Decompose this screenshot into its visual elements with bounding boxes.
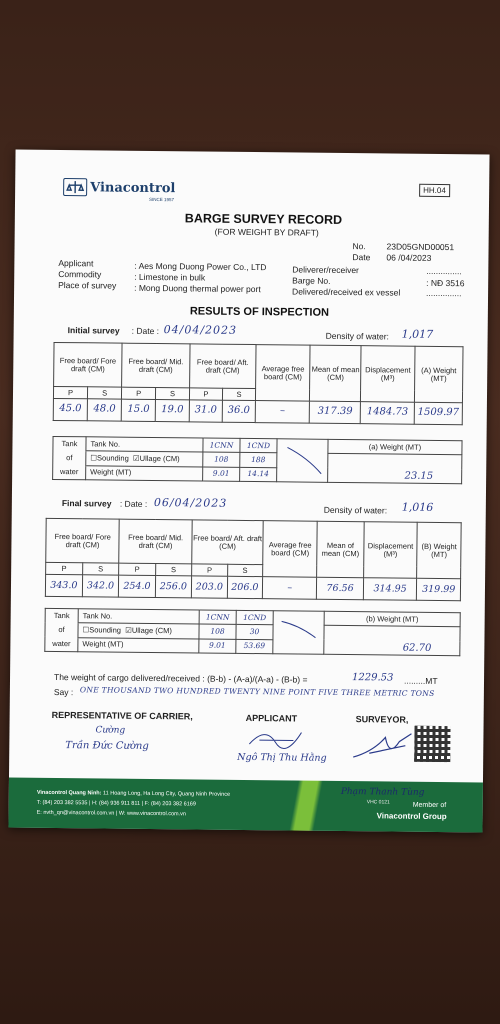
of-label: of (45, 622, 78, 637)
tank-cross-cell (277, 439, 328, 482)
applicant-sign-label: APPLICANT (245, 712, 298, 724)
initial-date: 04/04/2023 (163, 323, 238, 337)
initial-survey-label: Initial survey (67, 325, 120, 336)
value-cell: 36.0 (222, 400, 255, 422)
sounding-label: Sounding (97, 453, 129, 463)
ps-cell: S (82, 563, 119, 575)
value-cell: 45.0 (53, 398, 87, 420)
ullage-label: Ullage (CM) (139, 453, 180, 464)
value-cell: 254.0 (119, 575, 156, 597)
date-value: 06 /04/2023 (386, 252, 432, 263)
ps-cell: P (53, 386, 87, 398)
initial-density-label: Density of water: (325, 330, 389, 342)
final-date-label: : Date : (119, 498, 148, 509)
value-cell: 319.99 (417, 578, 461, 600)
say-label: Say : (53, 686, 74, 698)
delivered-value: ............... (426, 287, 462, 299)
page-subtitle: (FOR WEIGHT BY DRAFT) (214, 226, 319, 238)
ps-cell: P (46, 562, 83, 574)
surveyor-signature-icon (349, 727, 415, 764)
member-label: Member of (412, 801, 447, 810)
tank-col2: 1CND (236, 610, 273, 624)
initial-draft-table (53, 342, 464, 425)
weight-value: 9.01 (199, 639, 236, 653)
weight-label: Weight (MT) (86, 466, 203, 481)
header-displacement: Displacement (M³) (363, 522, 417, 579)
applicant-value: : Aes Mong Duong Power Co., LTD (134, 260, 267, 273)
value-cell: 31.0 (189, 400, 222, 422)
applicant-name: Ngô Thị Thu Hằng (237, 751, 327, 764)
value-cell: 343.0 (45, 574, 82, 596)
final-survey-label: Final survey (61, 498, 112, 509)
final-density: 1,016 (401, 500, 434, 514)
header-mean: Mean of mean (CM) (317, 521, 364, 577)
applicant-label: Applicant (58, 257, 94, 269)
header-weight: (B) Weight (MT) (417, 522, 461, 578)
final-date: 06/04/2023 (153, 496, 228, 510)
header-mid-draft: Free board/ Mid. draft (CM) (119, 519, 192, 564)
ps-cell: P (119, 563, 155, 575)
tank-result-label: (a) Weight (MT) (328, 439, 462, 454)
initial-tank-table (52, 436, 462, 484)
initial-date-label: : Date : (131, 325, 160, 337)
ullage-value: 188 (240, 452, 277, 467)
barge-label: Barge No. (292, 275, 331, 286)
sounding-ullage (78, 623, 199, 639)
carrier-name: Trần Đức Cường (65, 740, 149, 752)
footer-web: E: nvth_qn@vinacontrol.com.vn | W: www.vinacontrol.com.vn (36, 809, 187, 818)
value-cell: 76.56 (317, 577, 364, 599)
say-value: ONE THOUSAND TWO HUNDRED TWENTY NINE POINT FIVE THREE METRIC TONS (79, 685, 435, 698)
vinacontrol-logo-icon (63, 178, 87, 196)
delivered-label: Delivered/received ex vessel (292, 286, 401, 298)
form-code: HH.04 (419, 184, 450, 197)
commodity-label: Commodity (58, 268, 102, 280)
ps-cell: S (227, 564, 263, 576)
ps-cell: S (156, 388, 190, 400)
water-label: water (53, 465, 86, 479)
header-average: Average free board (CM) (263, 521, 318, 578)
ullage-checkbox: ☑ (132, 453, 140, 463)
value-cell: 19.0 (155, 400, 189, 422)
value-cell: 203.0 (191, 576, 227, 598)
weight-value: 14.14 (240, 467, 277, 481)
applicant-signature-icon (245, 724, 305, 751)
value-cell: 256.0 (155, 576, 192, 598)
tank-result-value: 62.70 (324, 625, 460, 655)
tank-no-label: Tank No. (86, 437, 203, 452)
value-cell: – (263, 577, 317, 600)
final-density-label: Density of water: (323, 504, 388, 516)
carrier-label: REPRESENTATIVE OF CARRIER, (51, 709, 193, 722)
tank-result-value: 23.15 (328, 453, 462, 483)
place-label: Place of survey (58, 279, 117, 291)
deliverer-value: ............... (426, 265, 462, 277)
surveyor-label: SURVEYOR, (355, 714, 409, 725)
weight-label: Weight (MT) (78, 638, 199, 653)
survey-document (8, 150, 489, 833)
carrier-signature: Cường (95, 725, 126, 736)
footer-address-text: 11 Hoang Long, Ha Long City, Quang Ninh Province (101, 790, 231, 798)
ullage-value: 108 (203, 452, 240, 467)
weight-value: 53.69 (236, 639, 273, 653)
tank-cross-cell (273, 611, 324, 654)
final-draft-table (45, 518, 462, 601)
header-aft-draft: Free board/ Aft. draft (CM) (192, 520, 264, 565)
ullage-value: 30 (236, 624, 273, 639)
ps-cell: S (88, 387, 122, 399)
barge-value: : NĐ 3516 (426, 277, 465, 289)
ps-cell: S (222, 388, 255, 400)
value-cell: 15.0 (121, 399, 155, 421)
value-cell: 1509.97 (414, 402, 462, 425)
value-cell: 1484.73 (360, 402, 414, 425)
header-aft-draft: Free board/ Aft. draft (CM) (189, 344, 256, 389)
tank-label: Tank (53, 436, 86, 450)
group-label: Vinacontrol Group (376, 811, 447, 822)
cargo-unit: .........MT (403, 675, 438, 686)
ps-cell: P (122, 387, 156, 399)
tank-col1: 1CNN (199, 610, 236, 624)
place-value: : Mong Duong thermal power port (134, 282, 261, 295)
header-displacement: Displacement (M³) (361, 346, 415, 403)
cargo-weight-value: 1229.53 (351, 672, 394, 684)
of-label: of (53, 450, 86, 465)
header-mid-draft: Free board/ Mid. draft (CM) (122, 343, 190, 388)
tank-no-label: Tank No. (78, 609, 199, 624)
header-average: Average free board (CM) (255, 345, 310, 402)
water-label: water (45, 637, 78, 651)
brand-since: SINCE 1957 (149, 196, 175, 203)
sounding-ullage (86, 451, 203, 467)
ullage-label: Ullage (CM) (131, 625, 172, 636)
sounding-checkbox: ☐ (90, 453, 98, 463)
weight-value: 9.01 (203, 467, 240, 481)
brand-name: Vinacontrol (90, 180, 176, 197)
surveyor-name: Phạm Thanh Tùng (340, 786, 425, 798)
value-cell: 48.0 (87, 399, 121, 421)
no-value: 23D05GND00051 (386, 241, 455, 253)
value-cell: 206.0 (227, 576, 263, 598)
ullage-value: 108 (199, 624, 236, 639)
date-label: Date (352, 252, 371, 263)
initial-density: 1,017 (401, 327, 434, 341)
sounding-label: Sounding (89, 625, 122, 635)
value-cell: – (255, 401, 310, 424)
header-weight: (A) Weight (MT) (414, 346, 463, 402)
value-cell: 314.95 (363, 578, 417, 601)
footer-phones: T: (84) 203 382 5535 | H: (84) 936 911 811 | F: (84) 203 382 6169 (36, 799, 196, 808)
value-cell: 342.0 (82, 575, 119, 597)
header-mean: Mean of mean (CM) (310, 345, 361, 402)
sounding-checkbox: ☐ (82, 625, 90, 635)
cargo-formula: The weight of cargo delivered/received : (B-b) - (A-a)/(A-a) - (B-b) = (53, 671, 308, 685)
tank-col1: 1CNN (203, 438, 240, 452)
value-cell: 317.39 (310, 401, 361, 424)
tank-label: Tank (45, 608, 78, 622)
page-title: BARGE SURVEY RECORD (184, 211, 343, 227)
footer-office: Vinacontrol Quang Ninh: (36, 789, 102, 797)
surveyor-code: VHC 0121 (366, 799, 390, 806)
commodity-value: : Limestone in bulk (134, 271, 206, 283)
qr-code-icon (414, 726, 450, 762)
ullage-checkbox: ☑ (125, 625, 132, 635)
header-fore-draft: Free board/ Fore draft (CM) (54, 342, 123, 387)
header-fore-draft: Free board/ Fore draft (CM) (46, 518, 120, 563)
tank-result-label: (b) Weight (MT) (324, 611, 460, 626)
ps-cell: P (192, 564, 228, 576)
deliverer-label: Deliverer/receiver (292, 264, 359, 276)
tank-col2: 1CND (240, 438, 277, 452)
ps-cell: P (189, 388, 222, 400)
no-label: No. (352, 241, 366, 252)
ps-cell: S (155, 564, 191, 576)
results-title: RESULTS OF INSPECTION (189, 305, 330, 319)
final-tank-table (44, 608, 460, 656)
